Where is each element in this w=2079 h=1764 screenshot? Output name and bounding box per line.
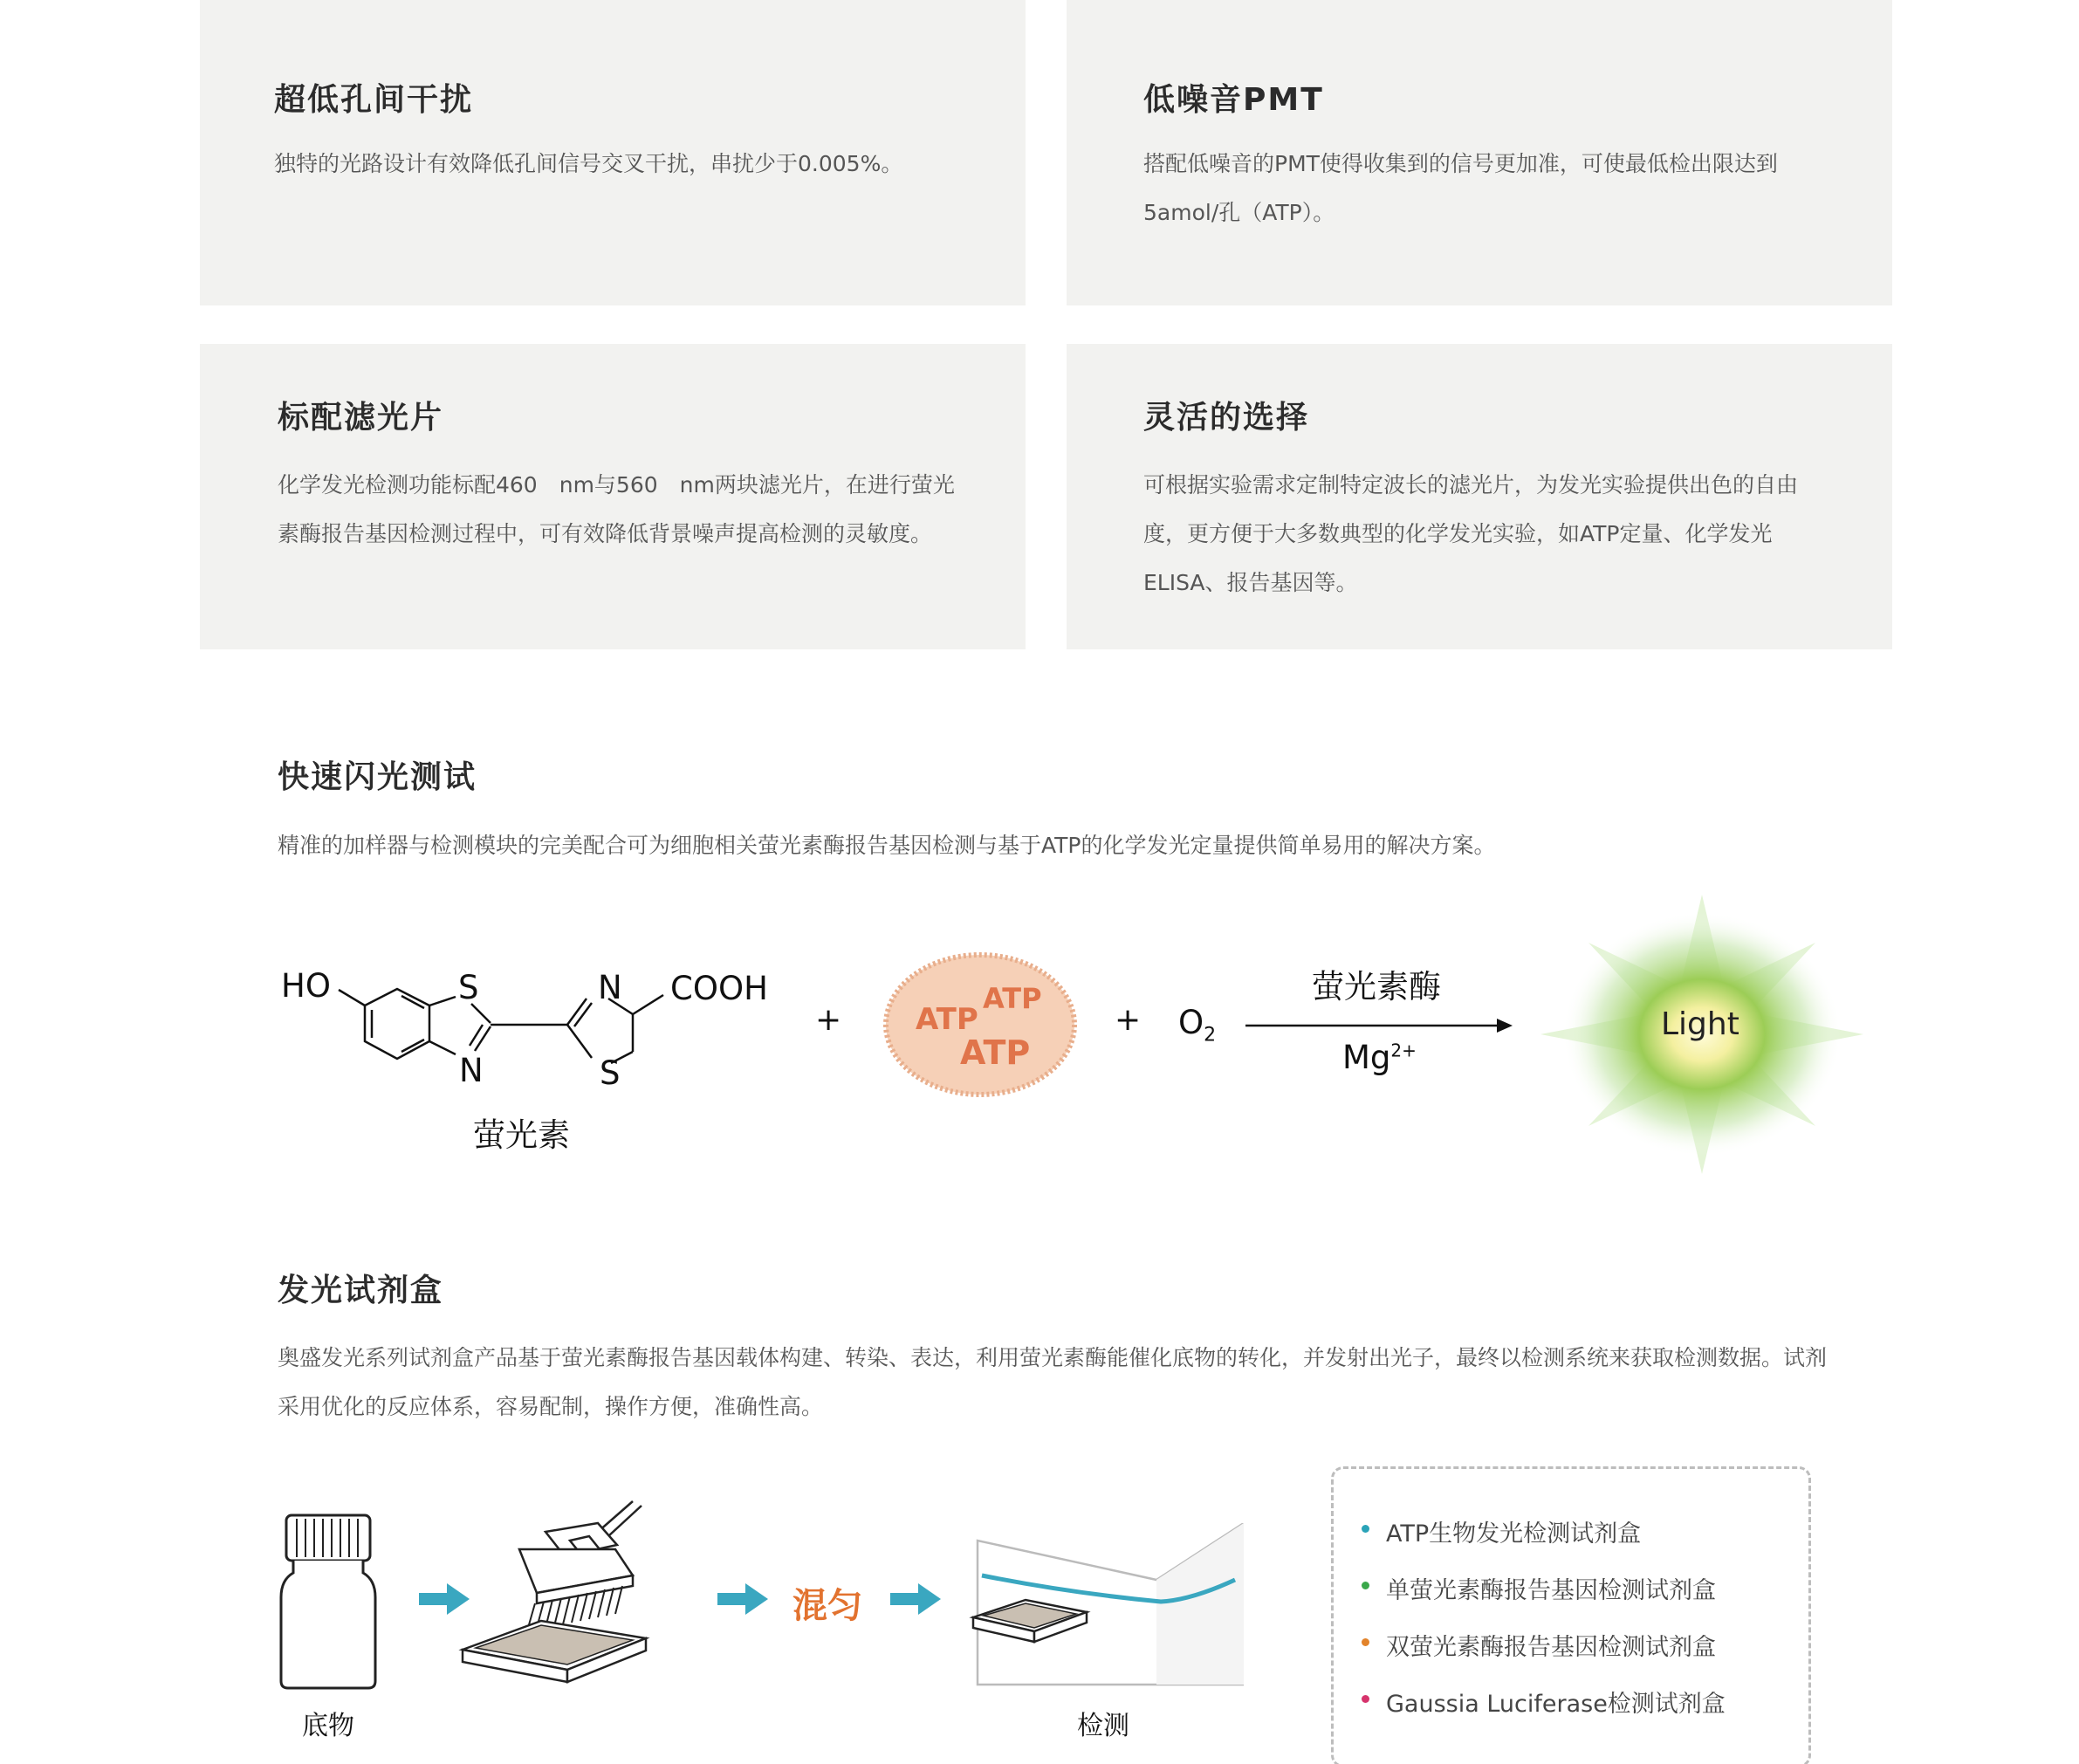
enzyme-label: 萤光素酶 — [1312, 968, 1441, 1006]
kit-item-single-luciferase — [1386, 1571, 1716, 1605]
card-title: 低噪音PMT — [1143, 82, 1324, 118]
sulfur-label-1: S — [458, 969, 479, 1006]
feature-card-flexible — [1067, 344, 1892, 649]
card-title: 超低孔间干扰 — [274, 82, 474, 118]
nitrogen-label-2: N — [598, 969, 622, 1006]
reaction-arrow — [1244, 1012, 1514, 1039]
bullet-dot — [1362, 1582, 1369, 1589]
atp-label-2: ATP — [983, 982, 1042, 1015]
plus-sign-2: + — [1115, 1002, 1142, 1038]
reader-instrument-icon — [964, 1523, 1244, 1689]
bullet-dot — [1362, 1525, 1369, 1533]
feature-card-crosstalk — [200, 0, 1026, 305]
atp-label-1: ATP — [916, 1002, 978, 1037]
pipette-plate-icon — [458, 1497, 650, 1685]
kit-item-dual-luciferase — [1386, 1628, 1716, 1662]
flash-section-desc: 精准的加样器与检测模块的完美配合可为细胞相关萤光素酶报告基因检测与基于ATP的化学发光定量提供简单易用的解决方案。 — [278, 833, 1496, 858]
kit-item-atp — [1386, 1514, 1641, 1548]
magnesium-symbol: Mg — [1342, 1039, 1391, 1076]
card-body: 可根据实验需求定制特定波长的滤光片，为发光实验提供出色的自由度，更方便于大多数典型的化学发光实验，如ATP定量、化学发光ELISA、报告基因等。 — [1143, 472, 1799, 595]
kit-section-title: 发光试剂盒 — [278, 1273, 444, 1308]
bullet-dot — [1362, 1638, 1369, 1646]
oxygen-label — [1178, 1004, 1216, 1046]
ho-label: HO — [281, 967, 331, 1005]
feature-card-filter — [200, 344, 1026, 649]
substrate-bottle-icon — [278, 1510, 379, 1693]
magnesium-superscript: 2+ — [1390, 1040, 1417, 1061]
card-title: 标配滤光片 — [278, 400, 444, 436]
detect-label: 检测 — [1077, 1711, 1129, 1741]
oxygen-subscript: 2 — [1204, 1024, 1217, 1047]
magnesium-label — [1342, 1039, 1417, 1076]
kit-item-label: Gaussia Luciferase检测试剂盒 — [1386, 1691, 1726, 1718]
kit-list-box — [1331, 1466, 1811, 1764]
kit-item-gaussia — [1386, 1685, 1726, 1719]
feature-card-pmt — [1067, 0, 1892, 305]
arrow-icon-3 — [890, 1582, 943, 1616]
sulfur-label-2: S — [600, 1054, 621, 1092]
cooh-label: COOH — [670, 970, 768, 1007]
atp-cluster — [882, 950, 1079, 1100]
reaction-diagram — [0, 873, 2079, 1187]
arrow-icon-2 — [717, 1582, 770, 1616]
kit-item-label: 单萤光素酶报告基因检测试剂盒 — [1386, 1577, 1716, 1604]
card-body: 化学发光检测功能标配460 nm与560 nm两块滤光片，在进行萤光素酶报告基因检测过程中，可有效降低背景噪声提高检测的灵敏度。 — [278, 472, 955, 546]
card-body: 独特的光路设计有效降低孔间信号交叉干扰，串扰少于0.005%。 — [274, 151, 903, 176]
card-body: 搭配低噪音的PMT使得收集到的信号更加准，可使最低检出限达到5amol/孔（ATP）。 — [1143, 151, 1778, 225]
oxygen-symbol: O — [1178, 1004, 1204, 1041]
luciferin-label: 萤光素 — [473, 1116, 570, 1154]
atp-label-3: ATP — [960, 1033, 1031, 1072]
kit-section-desc: 奥盛发光系列试剂盒产品基于萤光素酶报告基因载体构建、转染、表达，利用萤光素酶能催化底物的转化，并发射出光子，最终以检测系统来获取检测数据。试剂采用优化的反应体系，容易配制，操作方便，准确性高。 — [278, 1345, 1828, 1419]
substrate-label: 底物 — [302, 1711, 354, 1741]
kit-item-label: 双萤光素酶报告基因检测试剂盒 — [1386, 1634, 1716, 1661]
bullet-dot — [1362, 1695, 1369, 1703]
card-title: 灵活的选择 — [1143, 400, 1310, 436]
mix-label: 混匀 — [792, 1586, 862, 1626]
nitrogen-label-1: N — [459, 1052, 484, 1089]
flash-section-title: 快速闪光测试 — [278, 759, 477, 795]
plus-sign-1: + — [815, 1002, 842, 1038]
light-label: Light — [1661, 1006, 1739, 1042]
kit-item-label: ATP生物发光检测试剂盒 — [1386, 1520, 1642, 1548]
